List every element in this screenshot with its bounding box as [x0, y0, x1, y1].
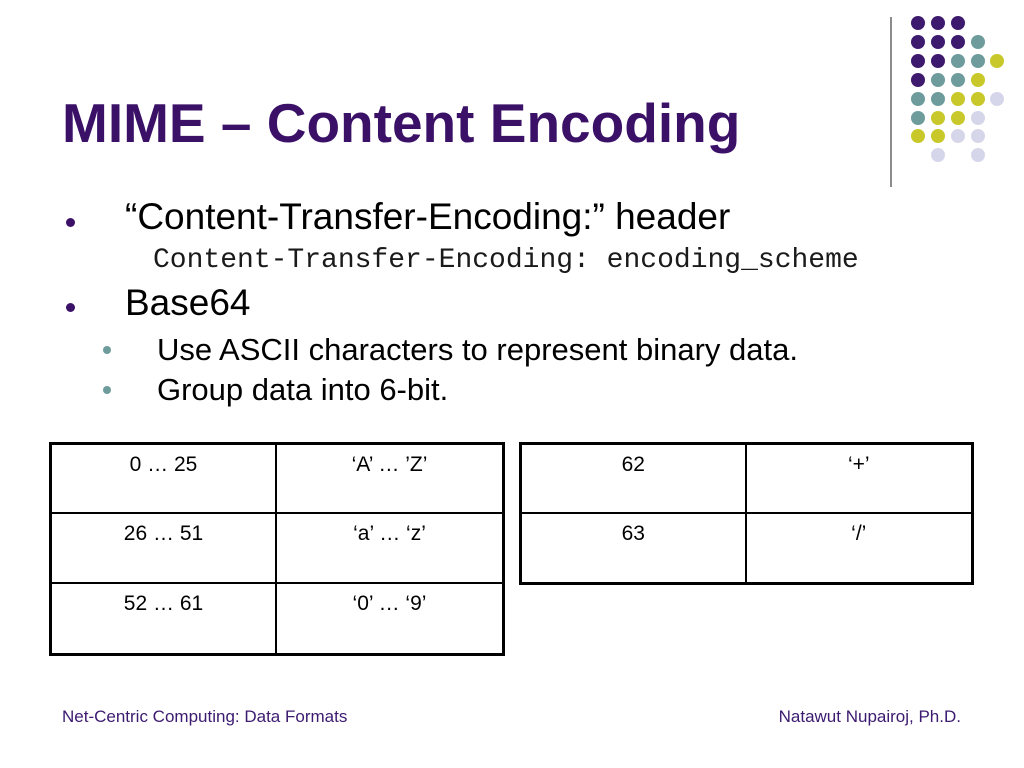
decoration-dot	[931, 54, 945, 68]
bullet-content-transfer-encoding: “Content-Transfer-Encoding:” header	[125, 196, 731, 237]
decoration-dot	[971, 148, 985, 162]
decoration-dot	[911, 35, 925, 49]
decoration-dot	[911, 16, 925, 30]
table-cell: ‘+’	[747, 445, 972, 514]
decoration-dot	[931, 129, 945, 143]
header-syntax-code: Content-Transfer-Encoding: encoding_scheme	[153, 245, 859, 276]
decoration-dot	[911, 54, 925, 68]
dot-grid-decoration	[909, 14, 1005, 163]
decoration-dot	[951, 35, 965, 49]
bullet-dot-icon	[66, 218, 75, 227]
title-divider-line	[890, 17, 892, 187]
sub-bullet-dot-icon	[103, 386, 111, 394]
footer-course-title: Net-Centric Computing: Data Formats	[62, 707, 348, 726]
decoration-dot	[971, 73, 985, 87]
table-cell: 63	[522, 514, 747, 583]
decoration-dot	[951, 73, 965, 87]
decoration-dot	[951, 16, 965, 30]
decoration-dot	[971, 35, 985, 49]
decoration-dot	[931, 111, 945, 125]
sub-bullet-ascii: Use ASCII characters to represent binary data.	[157, 332, 798, 367]
base64-mapping-table-2	[519, 442, 974, 585]
table-cell: 26 … 51	[52, 514, 277, 583]
bullet-base64: Base64	[125, 282, 251, 323]
decoration-dot	[951, 129, 965, 143]
table-cell: ‘a’ … ‘z’	[277, 514, 502, 583]
decoration-dot	[971, 111, 985, 125]
table-cell: ‘/’	[851, 521, 867, 545]
decoration-dot	[911, 111, 925, 125]
decoration-dot	[990, 54, 1004, 68]
sub-bullet-dot-icon	[103, 346, 111, 354]
decoration-dot	[990, 92, 1004, 106]
base64-mapping-table-1	[49, 442, 505, 656]
table-cell: 0 … 25	[52, 445, 277, 514]
decoration-dot	[911, 129, 925, 143]
footer-author: Natawut Nupairoj, Ph.D.	[778, 707, 961, 726]
decoration-dot	[951, 92, 965, 106]
decoration-dot	[951, 111, 965, 125]
decoration-dot	[931, 73, 945, 87]
sub-bullet-group-6-bit: Group data into 6-bit.	[157, 372, 449, 407]
decoration-dot	[911, 73, 925, 87]
decoration-dot	[971, 92, 985, 106]
decoration-dot	[911, 92, 925, 106]
decoration-dot	[931, 16, 945, 30]
decoration-dot	[951, 54, 965, 68]
decoration-dot	[971, 54, 985, 68]
table-cell: ‘A’ … ’Z’	[277, 445, 502, 514]
table-cell: 62	[522, 445, 747, 514]
table-cell: ‘0’ … ‘9’	[352, 591, 427, 615]
slide-title: MIME – Content Encoding	[62, 92, 741, 154]
decoration-dot	[931, 148, 945, 162]
decoration-dot	[931, 92, 945, 106]
table-cell: 52 … 61	[52, 584, 277, 653]
decoration-dot	[971, 129, 985, 143]
decoration-dot	[931, 35, 945, 49]
bullet-dot-icon	[66, 303, 75, 312]
